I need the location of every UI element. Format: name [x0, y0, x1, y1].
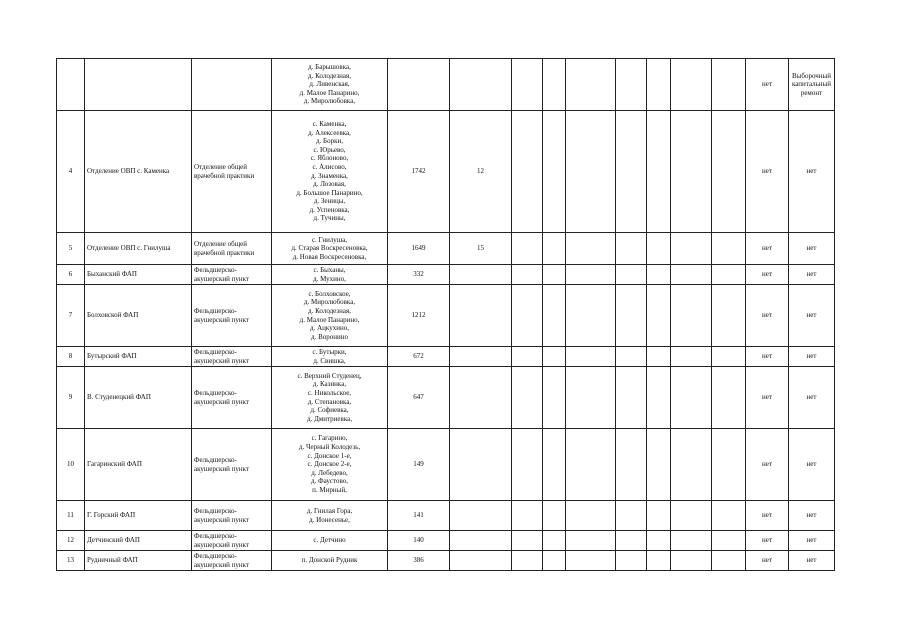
empty-cell: [647, 111, 671, 233]
settlements-cell: [272, 111, 388, 233]
empty-cell: [647, 531, 671, 551]
staff-count: [450, 429, 512, 501]
table-row: [57, 429, 835, 501]
settlement: с. Яблоново,: [310, 154, 349, 163]
empty-cell: [543, 59, 566, 111]
population: 1742: [388, 111, 450, 233]
empty-cell: [647, 59, 671, 111]
empty-cell: [616, 429, 647, 501]
empty-cell: [566, 347, 616, 367]
empty-cell: [512, 285, 543, 347]
repair-flag-b: нет: [789, 551, 835, 571]
settlements-cell: [272, 501, 388, 531]
repair-flag-a: нет: [746, 551, 789, 571]
table-row: [57, 347, 835, 367]
table-row: [57, 265, 835, 285]
empty-cell: [712, 367, 746, 429]
settlements-cell: [272, 59, 388, 111]
empty-cell: [543, 531, 566, 551]
empty-cell: [543, 233, 566, 265]
population: 1212: [388, 285, 450, 347]
repair-flag-b: нет: [789, 367, 835, 429]
settlement: д. Миролюбовка,: [303, 97, 356, 106]
settlement: с. Никольское,: [307, 388, 352, 397]
repair-flag-a: нет: [746, 233, 789, 265]
facility-name: Отделение ОВП с. Каменка: [85, 111, 192, 233]
repair-flag-a: нет: [746, 531, 789, 551]
row-number: 12: [57, 531, 85, 551]
staff-count: [450, 59, 512, 111]
table-row: [57, 111, 835, 233]
row-number: 10: [57, 429, 85, 501]
settlements-cell: [272, 233, 388, 265]
settlement: с. Болховское,: [308, 289, 351, 298]
facility-type: Фельдшерско-акушерский пункт: [192, 531, 272, 551]
table-row: [57, 285, 835, 347]
population: [388, 59, 450, 111]
empty-cell: [712, 265, 746, 285]
settlement: д. Алексеевка,: [308, 128, 351, 137]
settlement: д. Тучины,: [313, 214, 346, 223]
facility-type: Фельдшерско-акушерский пункт: [192, 551, 272, 571]
facility-type: Отделение общей врачебной практики: [192, 233, 272, 265]
settlements-cell: [272, 429, 388, 501]
settlement: д. Лебедево,: [311, 468, 348, 477]
facility-name: Г. Горский ФАП: [85, 501, 192, 531]
settlement: д. Миролюбовка,: [303, 298, 356, 307]
settlement: д. Ливенская,: [309, 80, 350, 89]
empty-cell: [512, 551, 543, 571]
settlement: д. Воронино: [311, 332, 348, 341]
empty-cell: [616, 551, 647, 571]
empty-cell: [616, 367, 647, 429]
staff-count: [450, 531, 512, 551]
population: 140: [388, 531, 450, 551]
settlement: с. Гнилуша,: [311, 235, 348, 244]
facility-name: Гагаринский ФАП: [85, 429, 192, 501]
facility-type: [192, 59, 272, 111]
settlement: д. Дмитриевка,: [307, 414, 352, 423]
empty-cell: [712, 59, 746, 111]
empty-cell: [616, 265, 647, 285]
settlement: д. Малое Панарино,: [299, 315, 360, 324]
settlement: д. Гнилая Гора,: [306, 506, 353, 515]
settlement: д. Колодезная,: [308, 71, 351, 80]
row-number: 8: [57, 347, 85, 367]
settlement: с. Гагарино,: [311, 434, 348, 443]
staff-count: [450, 367, 512, 429]
facility-name: Быханский ФАП: [85, 265, 192, 285]
settlement: д. Свишка,: [313, 356, 346, 365]
empty-cell: [671, 285, 712, 347]
table-row: [57, 233, 835, 265]
empty-cell: [712, 347, 746, 367]
empty-cell: [512, 233, 543, 265]
empty-cell: [512, 111, 543, 233]
table-row: [57, 367, 835, 429]
empty-cell: [566, 429, 616, 501]
settlement: д. Ионесенье,: [309, 515, 350, 524]
settlement: с. Верхний Студенец,: [297, 371, 362, 380]
empty-cell: [616, 347, 647, 367]
table-row: [57, 551, 835, 571]
repair-flag-b: нет: [789, 265, 835, 285]
empty-cell: [712, 233, 746, 265]
settlement: д. Колодезная,: [308, 306, 351, 315]
settlement: д. Успеновка,: [309, 205, 350, 214]
settlement: д. Ацкухино,: [310, 324, 349, 333]
settlement: п. Мирный,: [312, 485, 347, 494]
repair-flag-b: нет: [789, 347, 835, 367]
repair-flag-b: нет: [789, 233, 835, 265]
row-number: 7: [57, 285, 85, 347]
empty-cell: [712, 551, 746, 571]
empty-cell: [566, 285, 616, 347]
repair-flag-b: нет: [789, 531, 835, 551]
repair-flag-b: нет: [789, 285, 835, 347]
empty-cell: [512, 265, 543, 285]
empty-cell: [566, 265, 616, 285]
settlement: с. Каменка,: [312, 119, 347, 128]
settlements-cell: [272, 285, 388, 347]
population: 149: [388, 429, 450, 501]
empty-cell: [616, 501, 647, 531]
repair-flag-a: нет: [746, 265, 789, 285]
settlement: д. Софиевка,: [310, 406, 349, 415]
facility-type: Фельдшерско-акушерский пункт: [192, 265, 272, 285]
empty-cell: [616, 285, 647, 347]
row-number: 11: [57, 501, 85, 531]
population: 386: [388, 551, 450, 571]
empty-cell: [512, 59, 543, 111]
empty-cell: [712, 501, 746, 531]
empty-cell: [543, 285, 566, 347]
empty-cell: [671, 531, 712, 551]
empty-cell: [543, 551, 566, 571]
empty-cell: [543, 111, 566, 233]
empty-cell: [543, 501, 566, 531]
repair-flag-a: нет: [746, 59, 789, 111]
population: 647: [388, 367, 450, 429]
facility-type: Фельдшерско-акушерский пункт: [192, 501, 272, 531]
settlement: д. Борки,: [316, 137, 343, 146]
facility-name: Детчинский ФАП: [85, 531, 192, 551]
empty-cell: [671, 347, 712, 367]
settlement: д. Фаустово,: [311, 477, 348, 486]
empty-cell: [512, 531, 543, 551]
facility-type: Фельдшерско-акушерский пункт: [192, 429, 272, 501]
empty-cell: [512, 367, 543, 429]
settlement: д. Барышовка,: [308, 63, 351, 72]
empty-cell: [671, 429, 712, 501]
facility-type: Фельдшерско-акушерский пункт: [192, 367, 272, 429]
settlement: с. Детчино: [313, 536, 346, 545]
row-number: 9: [57, 367, 85, 429]
empty-cell: [647, 347, 671, 367]
repair-flag-a: нет: [746, 285, 789, 347]
settlement: д. Черный Колодезь,: [298, 443, 361, 452]
repair-flag-b: нет: [789, 111, 835, 233]
repair-flag-b: Выборочный капитальный ремонт: [789, 59, 835, 111]
table-row: [57, 531, 835, 551]
empty-cell: [671, 59, 712, 111]
staff-count: 12: [450, 111, 512, 233]
facility-type: Фельдшерско-акушерский пункт: [192, 285, 272, 347]
staff-count: 15: [450, 233, 512, 265]
empty-cell: [566, 111, 616, 233]
empty-cell: [616, 59, 647, 111]
empty-cell: [543, 367, 566, 429]
facilities-table: [56, 58, 835, 571]
settlement: д. Мухино,: [313, 274, 346, 283]
empty-cell: [512, 501, 543, 531]
settlement: д. Старая Воскресеновка,: [291, 244, 368, 253]
settlements-cell: [272, 551, 388, 571]
empty-cell: [616, 111, 647, 233]
empty-cell: [671, 501, 712, 531]
settlement: д. Малое Панарино,: [299, 88, 360, 97]
settlements-cell: [272, 531, 388, 551]
settlements-cell: [272, 265, 388, 285]
settlement: с. Бутырки,: [312, 347, 347, 356]
empty-cell: [616, 233, 647, 265]
empty-cell: [543, 429, 566, 501]
empty-cell: [647, 285, 671, 347]
population: 1649: [388, 233, 450, 265]
empty-cell: [712, 285, 746, 347]
empty-cell: [566, 501, 616, 531]
settlement: с. Алисово,: [312, 162, 347, 171]
empty-cell: [647, 233, 671, 265]
settlement: д. Казинка,: [312, 380, 347, 389]
empty-cell: [647, 367, 671, 429]
empty-cell: [512, 429, 543, 501]
repair-flag-a: нет: [746, 111, 789, 233]
facility-name: Болховской ФАП: [85, 285, 192, 347]
empty-cell: [543, 265, 566, 285]
facility-name: [85, 59, 192, 111]
empty-cell: [671, 367, 712, 429]
settlement: д. Степановка,: [307, 397, 352, 406]
settlement: с. Юрьево,: [313, 145, 346, 154]
staff-count: [450, 347, 512, 367]
settlement: п. Донской Рудник: [301, 556, 358, 565]
repair-flag-a: нет: [746, 501, 789, 531]
empty-cell: [712, 429, 746, 501]
empty-cell: [543, 347, 566, 367]
settlements-cell: [272, 367, 388, 429]
empty-cell: [566, 367, 616, 429]
repair-flag-b: нет: [789, 429, 835, 501]
empty-cell: [712, 531, 746, 551]
population: 332: [388, 265, 450, 285]
facility-name: Отделение ОВП с. Гнилуша: [85, 233, 192, 265]
table-row: [57, 59, 835, 111]
repair-flag-b: нет: [789, 501, 835, 531]
empty-cell: [512, 347, 543, 367]
population: 141: [388, 501, 450, 531]
staff-count: [450, 265, 512, 285]
facility-name: Рудничный ФАП: [85, 551, 192, 571]
repair-flag-a: нет: [746, 367, 789, 429]
settlement: д. Большое Панарино,: [296, 188, 363, 197]
settlement: с. Донское 2-е,: [307, 460, 352, 469]
empty-cell: [566, 59, 616, 111]
settlements-cell: [272, 347, 388, 367]
row-number: [57, 59, 85, 111]
facility-name: В. Студенецкий ФАП: [85, 367, 192, 429]
settlement: д. Знаменка,: [311, 171, 348, 180]
settlement: с. Быханы,: [313, 265, 346, 274]
empty-cell: [671, 111, 712, 233]
repair-flag-a: нет: [746, 429, 789, 501]
staff-count: [450, 285, 512, 347]
row-number: 13: [57, 551, 85, 571]
staff-count: [450, 501, 512, 531]
row-number: 5: [57, 233, 85, 265]
empty-cell: [647, 265, 671, 285]
table-row: [57, 501, 835, 531]
population: 672: [388, 347, 450, 367]
repair-flag-a: нет: [746, 347, 789, 367]
facility-type: Отделение общей врачебной практики: [192, 111, 272, 233]
empty-cell: [671, 233, 712, 265]
empty-cell: [647, 501, 671, 531]
row-number: 4: [57, 111, 85, 233]
facility-type: Фельдшерско-акушерский пункт: [192, 347, 272, 367]
empty-cell: [671, 265, 712, 285]
empty-cell: [712, 111, 746, 233]
settlement: с. Донское 1-е,: [307, 451, 352, 460]
empty-cell: [647, 551, 671, 571]
empty-cell: [671, 551, 712, 571]
facility-name: Бутырский ФАП: [85, 347, 192, 367]
empty-cell: [566, 551, 616, 571]
settlement: д. Зеницы,: [313, 197, 346, 206]
settlement: д. Новая Воскресеновка,: [292, 252, 367, 261]
empty-cell: [616, 531, 647, 551]
empty-cell: [566, 531, 616, 551]
staff-count: [450, 551, 512, 571]
row-number: 6: [57, 265, 85, 285]
empty-cell: [566, 233, 616, 265]
settlement: д. Лозовая,: [313, 180, 346, 189]
empty-cell: [647, 429, 671, 501]
